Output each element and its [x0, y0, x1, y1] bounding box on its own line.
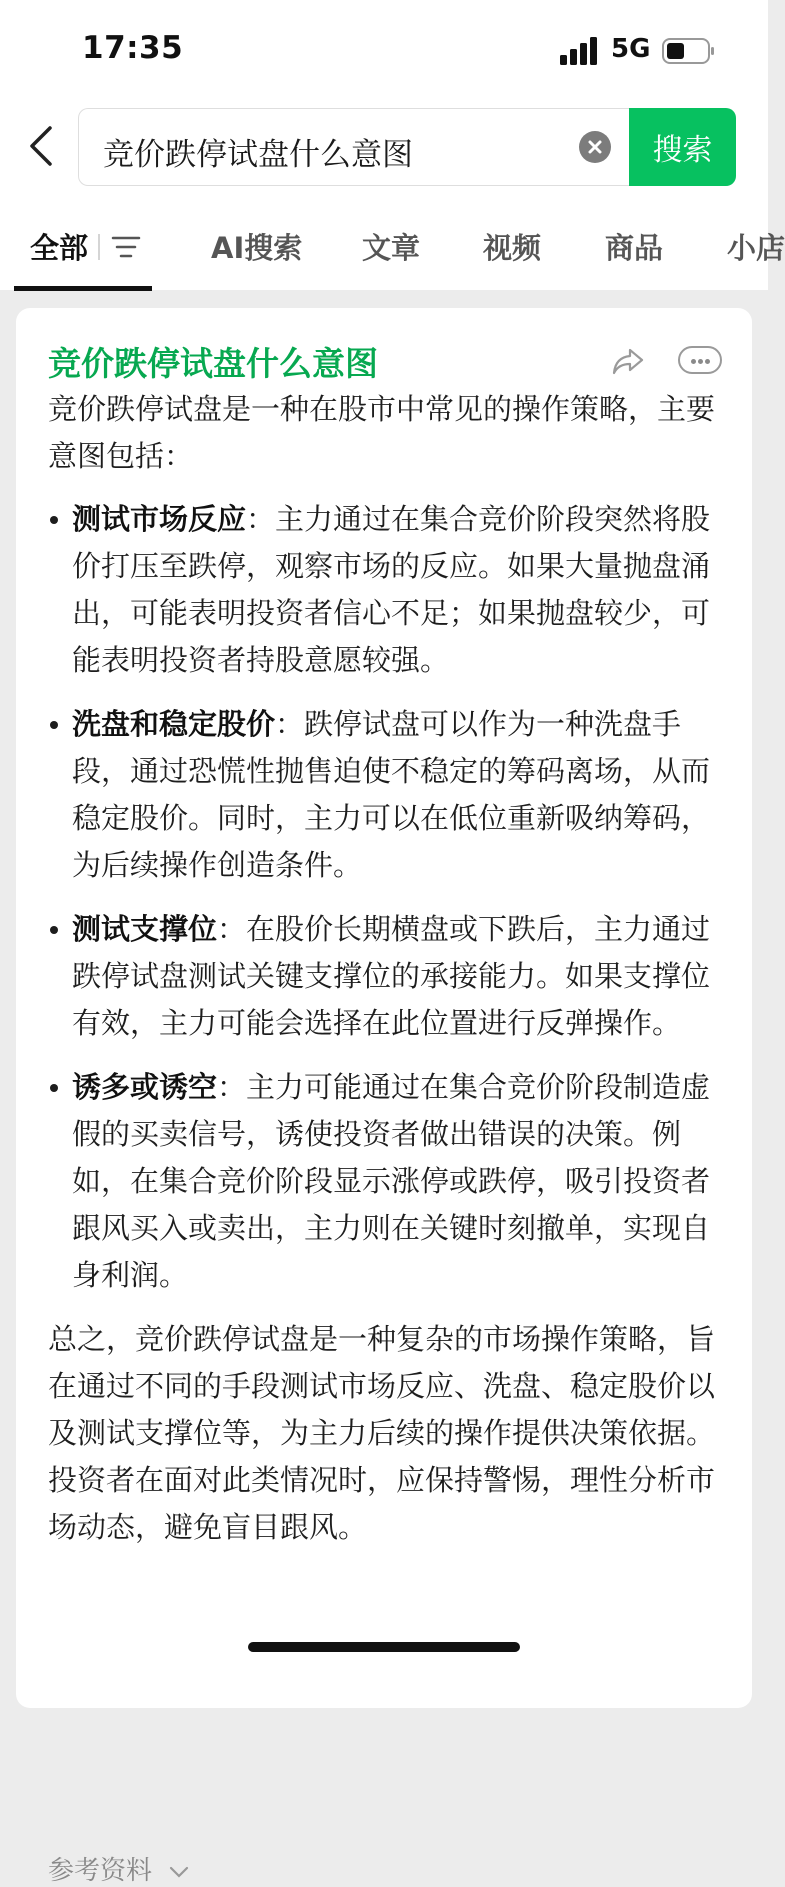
tab-all[interactable]: 全部 [30, 231, 89, 265]
share-icon[interactable] [610, 344, 646, 378]
tab-ai-search[interactable]: AI搜索 [211, 231, 303, 265]
chevron-down-icon [168, 1865, 190, 1879]
answer-list [48, 496, 738, 1299]
header [0, 0, 785, 290]
list-item-text: ：主力通过在集合竞价阶段突然将股价打压至跌停，观察市场的反应。如果大量抛盘涌出，可能表明投资者信心不足；如果抛盘较少，可能表明投资者持股意愿较强。 [72, 502, 711, 677]
list-item-term: 洗盘和稳定股价 [72, 707, 276, 741]
more-options-icon[interactable] [678, 346, 722, 374]
battery-icon [662, 38, 716, 64]
search-button[interactable]: 搜索 [629, 108, 736, 186]
tab-shops[interactable]: 小店 [727, 231, 785, 265]
list-item [72, 906, 738, 1047]
tab-bar [0, 212, 785, 290]
clear-icon[interactable] [579, 131, 611, 163]
list-item [72, 701, 738, 889]
answer-conclusion: 总之，竞价跌停试盘是一种复杂的市场操作策略，旨在通过不同的手段测试市场反应、洗盘、稳定股价以及测试支撑位等，为主力后续的操作提供决策依据。投资者在面对此类情况时，应保持警惕，理性分析市场动态，避免盲目跟风。 [48, 1322, 716, 1544]
references-toggle[interactable] [48, 1850, 190, 1887]
signal-icon [560, 37, 600, 65]
references-label: 参考资料 [48, 1856, 153, 1886]
tab-videos[interactable]: 视频 [483, 231, 542, 265]
list-item [72, 496, 738, 684]
answer-intro: 竞价跌停试盘是一种在股市中常见的操作策略，主要意图包括： [48, 392, 716, 473]
list-item-term: 测试市场反应 [72, 502, 247, 536]
tab-articles[interactable]: 文章 [362, 231, 421, 265]
search-bar [0, 108, 768, 188]
status-bar [0, 0, 768, 100]
card-title[interactable]: 竞价跌停试盘什么意图 [48, 344, 378, 383]
status-time: 17:35 [82, 30, 184, 66]
search-input[interactable] [78, 108, 630, 186]
list-item-text: ：主力可能通过在集合竞价阶段制造虚假的买卖信号，诱使投资者做出错误的决策。例如，在集合竞价阶段显示涨停或跌停，吸引投资者跟风买入或卖出，主力则在关键时刻撤单，实现自身利润。 [72, 1070, 711, 1292]
ai-answer-card [16, 308, 752, 1886]
tab-products[interactable]: 商品 [605, 231, 664, 265]
search-query: 竞价跌停试盘什么意图 [103, 137, 413, 173]
list-item-text: ：在股价长期横盘或下跌后，主力通过跌停试盘测试关键支撑位的承接能力。如果支撑位有效，主力可能会选择在此位置进行反弹操作。 [72, 912, 711, 1040]
back-arrow-icon[interactable] [24, 124, 60, 168]
list-item-term: 诱多或诱空 [72, 1070, 218, 1104]
network-type: 5G [611, 34, 651, 64]
tab-divider [98, 234, 100, 260]
filter-icon[interactable] [110, 232, 142, 262]
list-item-term: 测试支撑位 [72, 912, 218, 946]
list-item-text: ：跌停试盘可以作为一种洗盘手段，通过恐慌性抛售迫使不稳定的筹码离场，从而稳定股价。同时，主力可以在低位重新吸纳筹码，为后续操作创造条件。 [72, 707, 711, 882]
home-indicator [248, 1642, 520, 1652]
active-tab-indicator [14, 286, 152, 291]
list-item [72, 1064, 738, 1299]
answer-body [48, 386, 738, 1551]
